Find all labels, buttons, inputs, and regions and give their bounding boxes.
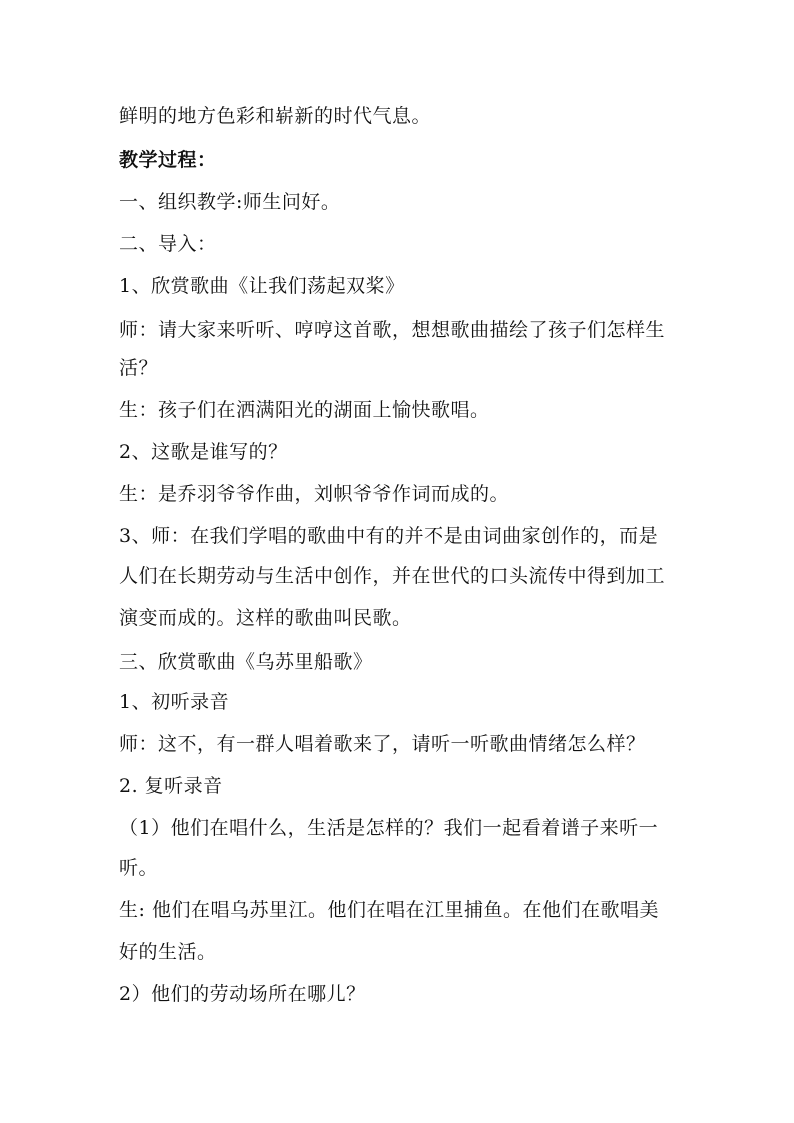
paragraph-line: 人们在长期劳动与生活中创作，并在世代的口头流传中得到加工: [119, 565, 666, 587]
paragraph-line: 演变而成的。这样的歌曲叫民歌。: [119, 607, 412, 629]
teacher-line: 师：这不，有一群人唱着歌来了，请听一听歌曲情绪怎么样？: [119, 733, 646, 755]
step-heading-organize: 一、组织教学:师生问好。: [119, 191, 341, 213]
paragraph-line: 活？: [119, 357, 159, 379]
paragraph-line: 鲜明的地方色彩和崭新的时代气息。: [119, 105, 432, 127]
student-line: 生: 他们在唱乌苏里江。他们在唱在江里捕鱼。在他们在歌唱美: [119, 899, 659, 921]
step-heading-appreciate: 三、欣赏歌曲《乌苏里船歌》: [119, 651, 373, 673]
list-item: 2、这歌是谁写的？: [119, 441, 288, 463]
list-item: （1）他们在唱什么，生活是怎样的？我们一起看着谱子来听一: [119, 817, 659, 839]
list-item: 2. 复听录音: [119, 775, 223, 797]
step-heading-intro: 二、导入：: [119, 233, 217, 255]
section-heading-teaching-process: 教学过程：: [119, 149, 217, 171]
list-item: 2）他们的劳动场所在哪儿？: [119, 983, 366, 1005]
student-line: 生：是乔羽爷爷作曲，刘帜爷爷作词而成的。: [119, 483, 510, 505]
list-item: 1、初听录音: [119, 691, 230, 713]
paragraph-line: 听。: [119, 857, 159, 879]
teacher-line: 师：请大家来听听、哼哼这首歌，想想歌曲描绘了孩子们怎样生: [119, 319, 666, 341]
list-item: 1、欣赏歌曲《让我们荡起双桨》: [119, 275, 405, 297]
paragraph-line: 好的生活。: [119, 941, 217, 963]
list-item: 3、师：在我们学唱的歌曲中有的并不是由词曲家创作的，而是: [119, 525, 659, 547]
student-line: 生：孩子们在洒满阳光的湖面上愉快歌唱。: [119, 399, 490, 421]
